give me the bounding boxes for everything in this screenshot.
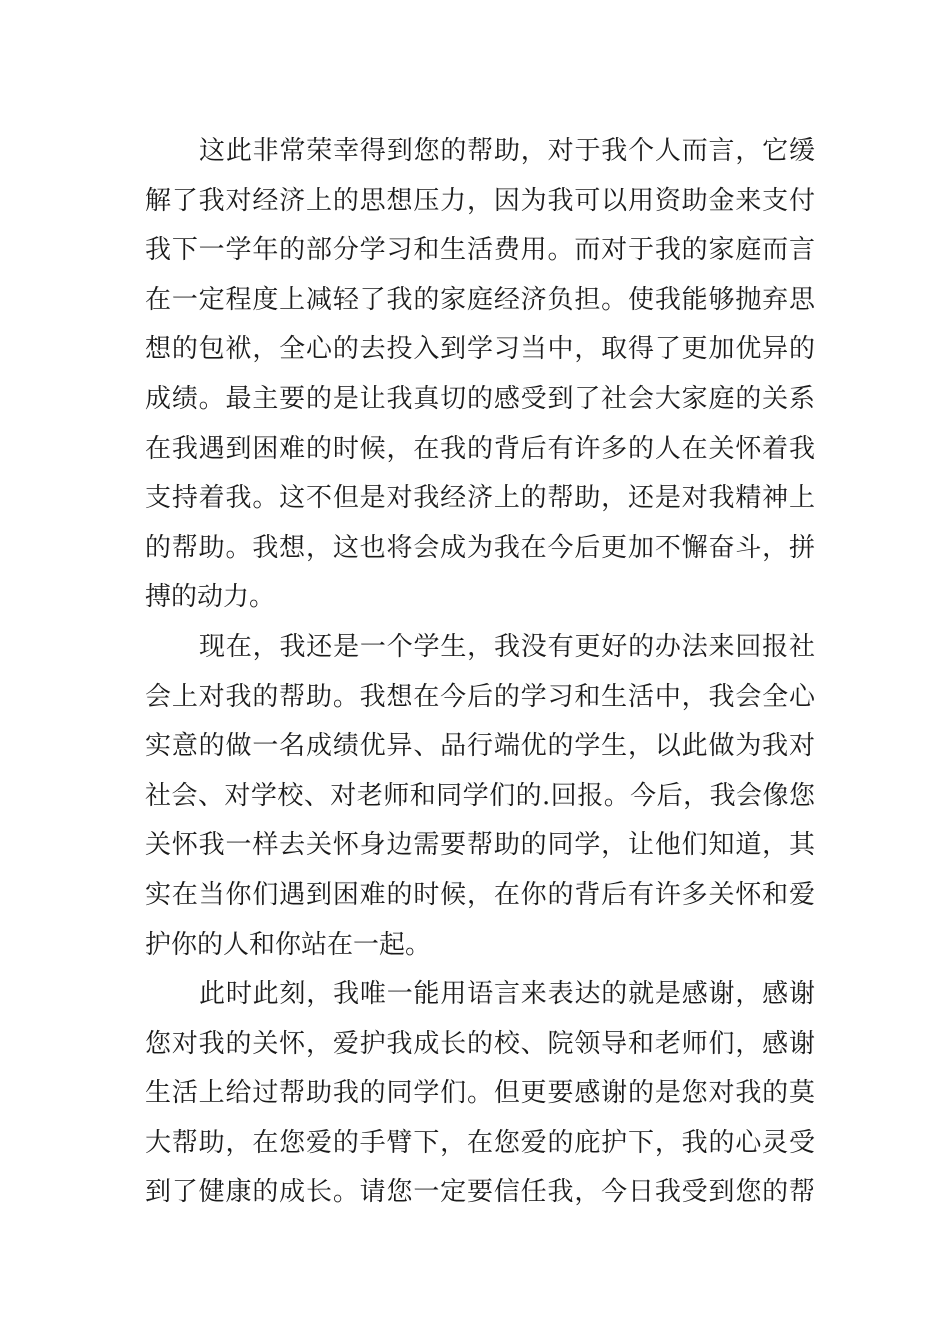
text-line: 会上对我的帮助。我想在今后的学习和生活中，我会全心 [145,681,815,712]
text-line: 实意的做一名成绩优异、品行端优的学生，以此做为我对 [145,731,815,762]
text-line: 支持着我。这不但是对我经济上的帮助，还是对我精神上 [145,483,815,514]
text-line: 搏的动力。 [145,582,276,613]
text-line: 社会、对学校、对老师和同学们的.回报。今后，我会像您 [145,780,815,811]
text-line: 我下一学年的部分学习和生活费用。而对于我的家庭而言 [145,235,815,266]
text-line: 此时此刻，我唯一能用语言来表达的就是感谢，感谢 [199,979,815,1010]
text-line: 解了我对经济上的思想压力，因为我可以用资助金来支付 [145,185,815,216]
text-line: 现在，我还是一个学生，我没有更好的办法来回报社 [199,631,815,662]
text-line: 在我遇到困难的时候，在我的背后有许多的人在关怀着我 [145,433,815,464]
text-line: 成绩。最主要的是让我真切的感受到了社会大家庭的关系 [145,383,815,414]
text-line: 实在当你们遇到困难的时候，在你的背后有许多关怀和爱 [145,879,815,910]
text-line: 护你的人和你站在一起。 [145,929,432,960]
text-line: 您对我的关怀，爱护我成长的校、院领导和老师们，感谢 [145,1028,815,1059]
text-line: 的帮助。我想，这也将会成为我在今后更加不懈奋斗，拼 [145,532,815,563]
paragraph-3 [145,970,815,1218]
text-line: 在一定程度上减轻了我的家庭经济负担。使我能够抛弃思 [145,284,815,315]
body-text [145,127,815,1218]
text-line: 大帮助，在您爱的手臂下，在您爱的庇护下，我的心灵受 [145,1127,815,1158]
text-line: 这此非常荣幸得到您的帮助，对于我个人而言，它缓 [199,136,815,166]
text-line: 关怀我一样去关怀身边需要帮助的同学，让他们知道，其 [145,830,815,861]
text-line: 到了健康的成长。请您一定要信任我，今日我受到您的帮 [145,1177,815,1208]
paragraph-2 [145,623,815,970]
text-line: 生活上给过帮助我的同学们。但更要感谢的是您对我的莫 [145,1078,815,1109]
paragraph-1 [145,127,815,623]
text-line: 想的包袱，全心的去投入到学习当中，取得了更加优异的 [145,334,815,365]
